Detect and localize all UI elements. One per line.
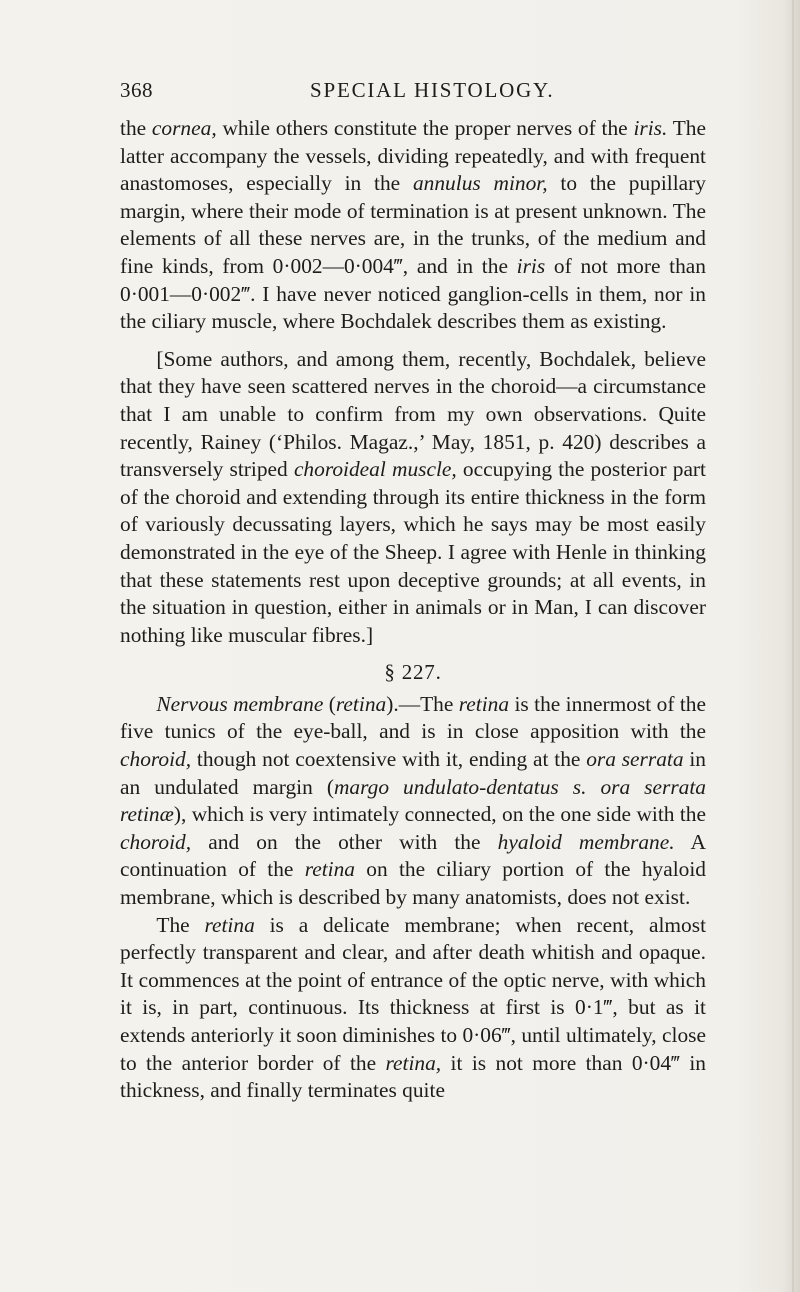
running-head: SPECIAL HISTOLOGY. (310, 78, 555, 102)
italic-term: ora serrata (586, 747, 684, 772)
page-edge-shadow (792, 0, 794, 1292)
text-run: to the pupillary margin, where their mode of termination is at present unknown. The elements of all these nerves are, in the trunks, of the medium and fine kinds, from 0·002—0·004‴, and in the (120, 171, 706, 278)
text-run: The latter accompany the vessels, dividing repeatedly, and with frequent anastomoses, especially in the (120, 116, 706, 196)
italic-term: choroideal muscle, (293, 457, 457, 482)
italic-term: annulus minor, (412, 171, 548, 196)
italic-term: margo undulato-dentatus s. ora serrata retinæ (120, 774, 706, 827)
text-run: is the innermost of the five tunics of the eye-ball, and is in close apposition with the (120, 691, 706, 744)
text-run: The (156, 912, 205, 937)
italic-term: iris (516, 253, 546, 278)
italic-term: retina (204, 912, 255, 937)
paragraph-bracketed-note (120, 346, 706, 650)
italic-term: choroid, (120, 829, 192, 854)
italic-term: retina, (385, 1050, 442, 1075)
italic-term: iris. (633, 116, 668, 140)
text-run: and on the other with the (191, 829, 498, 854)
text-run: though not coextensive with it, ending at the (191, 747, 587, 772)
text-run: ).—The (386, 691, 459, 716)
body-text (120, 115, 706, 1105)
italic-term: cornea, (151, 116, 217, 140)
text-run: [Some authors, and among them, recently, Bochdalek, believe that they have seen scattered nerves in the choroid—a circumstance that I am unable to confirm from my own observations. Quite recently, Rainey (‘Philos. Magaz.,’ May, 1851, p. 420) describes a transversely striped (120, 346, 706, 482)
italic-term: choroid, (120, 747, 192, 772)
italic-term: retina (304, 857, 356, 882)
text-run: A continuation of the (120, 829, 706, 882)
text-run: ( (323, 691, 336, 716)
page-number: 368 (120, 78, 153, 102)
italic-term: retina (335, 691, 387, 716)
italic-term: retina (458, 691, 510, 716)
page-header (120, 78, 700, 108)
text-run: ), which is very intimately connected, on the one side with the (173, 802, 706, 827)
text-run: of not more than 0·001—0·002‴. I have never noticed ganglion-cells in them, nor in the ciliary muscle, where Bochdalek describes them as existing. (120, 253, 706, 334)
text-run: in an undulated margin ( (120, 747, 706, 799)
text-run: on the ciliary portion of the hyaloid membrane, which is described by many anatomists, does not exist. (120, 857, 706, 910)
italic-term: Nervous membrane (156, 691, 324, 716)
text-run: occupying the posterior part of the choroid and extending through its entire thickness in the form of variously decussating layers, which he says may be most easily demonstrated in the eye of the Sheep. I agree with Henle in thinking that these statements rest upon deceptive grounds; at all events, in the situation in question, either in animals or in Man, I can discover nothing like muscular fibres.] (120, 457, 706, 647)
text-run: the (120, 116, 152, 140)
text-run: is a delicate membrane; when recent, almost perfectly transparent and clear, and after death whitish and opaque. It commences at the point of entrance of the optic nerve, with which it is, in part, continuous. Its thickness at first is 0·1‴, but as it extends anteriorly it soon diminishes to 0·06‴, until ultimately, close to the anterior border of the (120, 912, 707, 1075)
paragraph-retina-description (120, 912, 706, 1105)
text-run: while others constitute the proper nerves of the (216, 116, 634, 140)
italic-term: hyaloid membrane. (497, 829, 675, 854)
paragraph-continuation (120, 115, 706, 336)
text-run: it is not more than 0·04‴ in thickness, and finally terminates quite (120, 1050, 706, 1103)
section-heading: § 227. (384, 660, 442, 685)
paragraph-nervous-membrane (120, 691, 706, 912)
